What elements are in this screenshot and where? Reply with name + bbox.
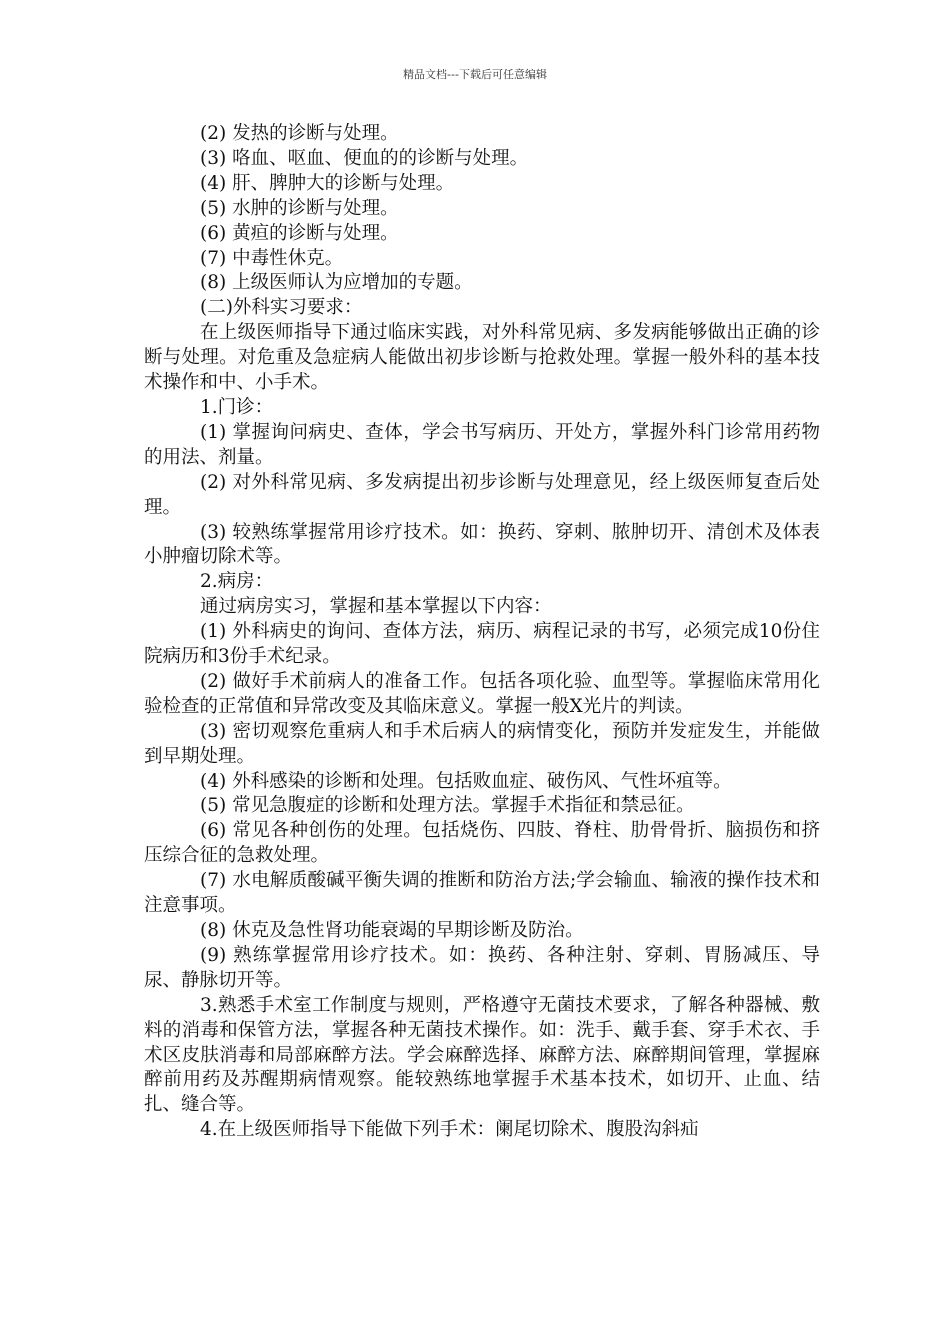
paragraph: (6) 常见各种创伤的处理。包括烧伤、四肢、脊柱、肋骨骨折、脑损伤和挤压综合征的急救处理。: [144, 820, 820, 867]
paragraph: (3) 较熟练掌握常用诊疗技术。如：换药、穿刺、脓肿切开、清创术及体表小肿瘤切除术等。: [144, 521, 820, 568]
paragraph: (7) 中毒性休克。: [200, 247, 344, 269]
paragraph: (5) 水肿的诊断与处理。: [200, 197, 399, 219]
paragraph: (8) 上级医师认为应增加的专题。: [200, 272, 473, 294]
paragraph: (6) 黄疸的诊断与处理。: [200, 222, 399, 244]
paragraph: (1) 外科病史的询问、查体方法，病历、病程记录的书写，必须完成10份住院病历和3份手术纪录。: [144, 621, 820, 668]
paragraph: 2.病房：: [200, 571, 274, 593]
paragraph: 通过病房实习，掌握和基本掌握以下内容：: [200, 596, 552, 618]
paragraph: (9) 熟练掌握常用诊疗技术。如：换药、各种注射、穿刺、胃肠减压、导尿、静脉切开等。: [144, 944, 820, 991]
paragraph: (1) 掌握询问病史、查体，学会书写病历、开处方，掌握外科门诊常用药物的用法、剂量。: [144, 421, 820, 468]
paragraph: 3.熟悉手术室工作制度与规则，严格遵守无菌技术要求，了解各种器械、敷料的消毒和保管方法，掌握各种无菌技术操作。如：洗手、戴手套、穿手术衣、手术区皮肤消毒和局部麻醉方法。学会麻醉选择、麻醉方法、麻醉期间管理，掌握麻醉前用药及苏醒期病情观察。能较熟练地掌握手术基本技术，如切开、止血、结扎、缝合等。: [144, 994, 820, 1116]
paragraph: (3) 密切观察危重病人和手术后病人的病情变化，预防并发症发生，并能做到早期处理。: [144, 720, 820, 767]
paragraph: (2) 对外科常见病、多发病提出初步诊断与处理意见，经上级医师复查后处理。: [144, 471, 820, 518]
paragraph: (2) 发热的诊断与处理。: [200, 123, 399, 144]
paragraph: (4) 外科感染的诊断和处理。包括败血症、破伤风、气性坏疽等。: [200, 770, 732, 792]
paragraph: (8) 休克及急性肾功能衰竭的早期诊断及防治。: [200, 920, 584, 941]
page-header: 精品文档---下载后可任意编辑: [403, 68, 547, 81]
paragraph: (7) 水电解质酸碱平衡失调的推断和防治方法;学会输血、输液的操作技术和注意事项。: [144, 870, 820, 917]
paragraph: (2) 做好手术前病人的准备工作。包括各项化验、血型等。掌握临床常用化验检查的正常值和异常改变及其临床意义。掌握一般X光片的判读。: [144, 670, 820, 717]
paragraph: (3) 咯血、呕血、便血的的诊断与处理。: [200, 147, 529, 169]
paragraph: (二)外科实习要求：: [200, 297, 363, 319]
paragraph: 在上级医师指导下通过临床实践，对外科常见病、多发病能够做出正确的诊断与处理。对危重及急症病人能做出初步诊断与抢救处理。掌握一般外科的基本技术操作和中、小手术。: [144, 322, 820, 394]
paragraph: (5) 常见急腹症的诊断和处理方法。掌握手术指征和禁忌征。: [200, 795, 695, 817]
document-body: [144, 122, 820, 1143]
paragraph: 4.在上级医师指导下能做下列手术：阑尾切除术、腹股沟斜疝: [200, 1119, 699, 1141]
paragraph: 1.门诊：: [200, 396, 274, 418]
paragraph: (4) 肝、脾肿大的诊断与处理。: [200, 172, 455, 194]
